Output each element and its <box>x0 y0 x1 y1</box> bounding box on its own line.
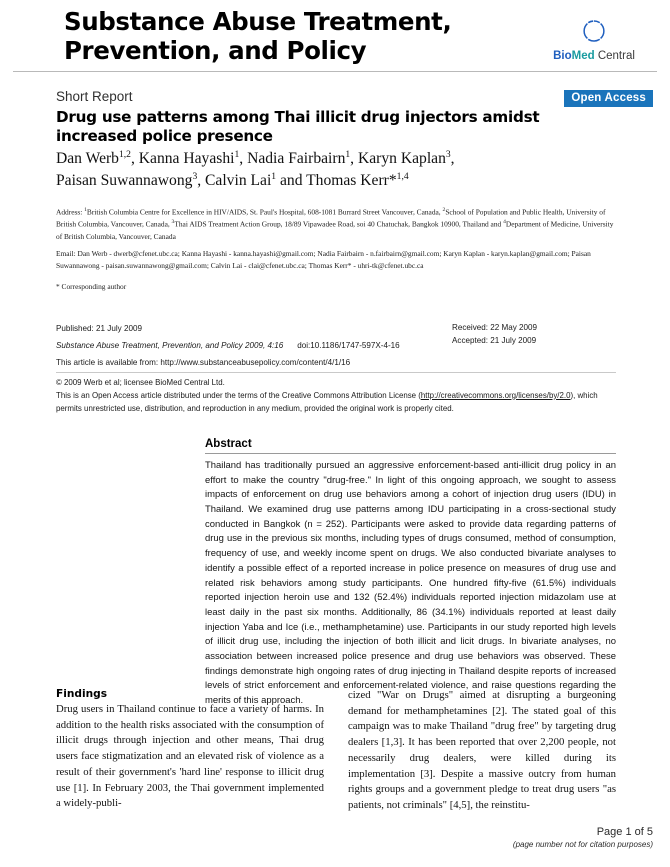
page-footer <box>513 826 653 849</box>
author-name: Paisan Suwannawong <box>56 172 193 190</box>
findings-heading: Findings <box>56 688 108 700</box>
abstract-section <box>205 438 616 709</box>
license-text-post: ), which permits unrestricted use, distribution, and reproduction in any medium, provided the original work is properly cited. <box>56 390 598 413</box>
author-name: , Karyn Kaplan <box>350 150 446 168</box>
author-affil-ref: 3 <box>192 171 198 183</box>
author-affil-ref: 1 <box>345 149 351 160</box>
findings-section <box>56 688 616 814</box>
abstract-body: Thailand has traditionally pursued an aggressive enforcement-based anti-illicit drug policy in an effort to make the country "drug-free." In light of this ongoing approach, we sought to assess impacts of enforcement on drug use behaviors among a cohort of injection drug users (IDU) in Thailand. We examined drug use patterns among IDU participating in a cross-sectional study conducted in Bangkok (n = 252). Participants were asked to provide data regarding patterns of drug use in the previous six months, including types of drugs consumed, method of consumption, frequency of use, and weekly income spent on drugs. We also conducted bivariate analyses to identify a possible effect of a reported increase in police presence on measures of drug use and related risk behaviors among study participants. One hundred fifty-five (61.5%) individuals reported injection heroin use and 132 (52.4%) individuals reported injection midazolam use at least daily in the past six months. Additionally, 86 (34.1%) individuals reported at least daily injection Yaba and Ice (i.e., methamphetamine) use. Participants in our study reported high levels of illicit drug use, including the injection of both illicit and licit drugs. In bivariate analyses, no association between increased police presence and drug use behaviors was observed. These findings demonstrate high ongoing rates of drug injecting in Thailand despite reports of increased levels of strict enforcement and enforcement-related violence, and raise questions regarding the merits of this approach. <box>205 460 616 706</box>
page-title: Drug use patterns among Thai illicit drug injectors amidst increased police presence <box>56 108 540 146</box>
copyright-line: © 2009 Werb et al; licensee BioMed Central Ltd. <box>56 378 225 387</box>
logo-bio: Bio <box>553 50 572 62</box>
author-name: , Kanna Hayashi <box>130 150 235 168</box>
page-number: Page 1 of 5 <box>596 826 653 838</box>
author-affil-ref: 1,2 <box>118 149 131 160</box>
masthead-divider <box>13 71 657 72</box>
license-text-pre: This is an Open Access article distributed under the terms of the Creative Commons Attribution License ( <box>56 390 421 400</box>
citation-journal: Substance Abuse Treatment, Prevention, and Policy <box>56 341 243 350</box>
author-list <box>56 148 626 193</box>
author-name: , Calvin Lai <box>197 172 272 190</box>
author-affil-ref: 1 <box>271 171 277 183</box>
abstract-heading: Abstract <box>205 438 252 450</box>
logo-med: Med <box>571 50 595 62</box>
article-url-line[interactable]: This article is available from: http://www.substanceabusepolicy.com/content/4/1/16 <box>56 358 351 367</box>
published-date: Published: 21 July 2009 <box>56 324 142 333</box>
author-affil-ref: 3 <box>445 149 451 160</box>
findings-column-right <box>348 688 616 814</box>
received-date: Received: 22 May 2009 <box>452 323 538 332</box>
citation-volume: 2009, 4:16 <box>242 341 284 350</box>
affiliations-block: Address: $^1$British Columbia Centre for Excellence in HIV/AIDS, St. Paul's Hospital, 608-1081 Burrard Street Vancouver, Canada, $^2$School of Population and Public Health, University of British Columbia, Vancouver, Canada, $^3$Thai AIDS Treatment Action Group, 18/89 Vipawadee Road, soi 40 Chatuchak, Bangkok 10900, Thailand and $^4$Department of Medicine, University of British Columbia, Vancouver, Canada <box>56 207 614 241</box>
author-name: , Nadia Fairbairn <box>239 150 346 168</box>
author-separator: , <box>450 150 455 168</box>
author-name: Dan Werb <box>56 150 119 168</box>
author-affil-ref: 1,4 <box>396 171 409 183</box>
corresponding-author-note: * Corresponding author <box>56 282 127 291</box>
page-number-note: (page number not for citation purposes) <box>512 840 653 849</box>
author-name: and Thomas Kerr* <box>276 172 397 190</box>
logo-central: Central <box>597 50 635 62</box>
license-url-link[interactable]: http://creativecommons.org/licenses/by/2.0 <box>420 390 571 400</box>
open-access-badge: Open Access <box>564 90 653 107</box>
findings-body-left: Drug users in Thailand continue to face a variety of harms. In addition to the health risks associated with the consumption of illicit drugs through injection and other means, Thai drug users face stigmatization and an elevated risk of violence as a result of their government's 'hard line' response to illicit drug use [1]. In February 2003, the Thai government implemented a widely-publi- <box>56 703 324 810</box>
emails-block: Email: Dan Werb - dwerb@cfenet.ubc.ca; Kanna Hayashi - kanna.hayashi@gmail.com; Nadia Fairbairn - n.fairbairn@gmail.com; Karyn Kaplan - karyn.kaplan@gmail.com; Paisan Suwannawong - paisan.suwannawong@gmail.com; Calvin Lai - clai@cfenet.ubc.ca; Thomas Kerr* - uhri-tk@cfenet.ubc.ca <box>56 249 591 270</box>
doi: doi:10.1186/1747-597X-4-16 <box>297 341 400 350</box>
license-line <box>56 390 616 416</box>
abstract-divider <box>205 453 616 454</box>
biomed-central-logo <box>534 18 654 64</box>
findings-body-right: cized "War on Drugs" aimed at disrupting a burgeoning demand for methamphetamines [2]. The stated goal of this campaign was to make Thailand "drug free" by targeting drug dealers [1,3]. It has been reported that over 2,200 people, not necessarily drug dealers, were killed during its implementation [3]. Despite a massive outcry from human rights groups and a government pledge to treat drug users "as patients, not criminals" [4,5], the reinstitu- <box>348 689 616 812</box>
copyright-block <box>56 377 616 415</box>
biomed-arc-icon <box>579 18 609 44</box>
author-affil-ref: 1 <box>234 149 240 160</box>
journal-title: Substance Abuse Treatment, Prevention, and Policy <box>64 7 452 65</box>
masthead <box>0 0 670 72</box>
received-accepted-dates <box>452 322 537 347</box>
article-type-label: Short Report <box>56 89 133 104</box>
copyright-divider <box>56 372 616 373</box>
logo-text <box>553 50 635 62</box>
accepted-date: Accepted: 21 July 2009 <box>452 335 537 345</box>
citation-line <box>56 341 400 350</box>
findings-column-left <box>56 688 324 814</box>
